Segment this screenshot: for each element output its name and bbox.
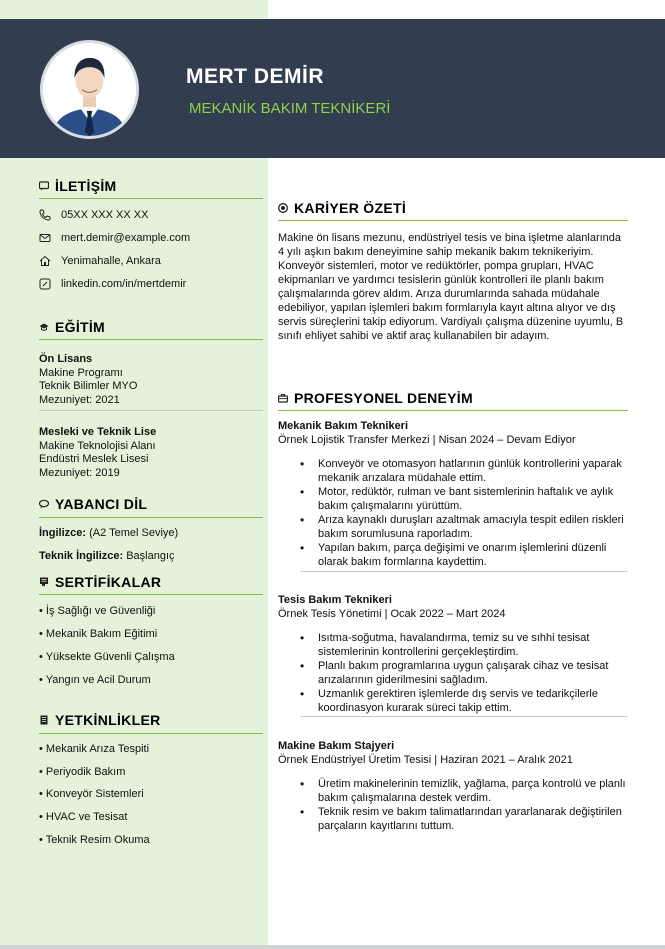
skills-divider (39, 733, 263, 734)
job-bullet: • Konveyör ve otomasyon hatlarının günlük kontrollerini yaparak mekanik arızalara müdahale ettim. (300, 458, 630, 485)
document-icon (39, 715, 49, 725)
language-item-2 (39, 550, 175, 562)
languages-section-title (39, 496, 147, 512)
education-item-1 (39, 353, 137, 407)
job-bullet: • Planlı bakım programlarına uygun çalışarak cihaz ve tesisat arızalarının giderilmesini sağladım. (300, 660, 630, 687)
contact-address (39, 255, 161, 267)
summary-section-title (278, 200, 406, 216)
experience-title-text: PROFESYONEL DENEYİM (294, 390, 473, 406)
languages-title-text: YABANCI DİL (55, 496, 148, 512)
contact-section-title (39, 178, 117, 194)
summary-divider (278, 220, 628, 221)
education-item-separator (39, 410, 263, 411)
education-divider (39, 339, 263, 340)
education-item-2 (39, 426, 156, 480)
job-bullets (300, 632, 630, 716)
contact-divider (39, 198, 263, 199)
linkedin-icon (39, 278, 51, 290)
job-company-dates: Örnek Endüstriyel Üretim Tesisi | Haziran 2021 – Aralık 2021 (278, 754, 573, 766)
skill-item: • Mekanik Arıza Tespiti (39, 743, 150, 755)
certificates-title-text: SERTİFİKALAR (55, 574, 162, 590)
education-graduation: Mezuniyet: 2021 (39, 393, 120, 406)
contact-phone (39, 209, 148, 221)
page-bottom-border (0, 945, 665, 949)
skill-item: • Konveyör Sistemleri (39, 788, 144, 800)
language-item-1 (39, 527, 178, 539)
summary-title-text: KARİYER ÖZETİ (294, 200, 407, 216)
language-name: İngilizce: (39, 527, 87, 539)
education-degree: Ön Lisans (39, 353, 93, 365)
certificate-item: • Mekanik Bakım Eğitimi (39, 628, 158, 640)
home-icon (39, 255, 51, 267)
candidate-role: MEKANİK BAKIM TEKNİKERİ (189, 100, 391, 117)
language-level: Başlangıç (126, 550, 175, 562)
education-graduation: Mezuniyet: 2019 (39, 466, 120, 479)
contact-linkedin (39, 278, 186, 290)
skill-item: • Teknik Resim Okuma (39, 834, 150, 846)
job-separator (300, 571, 628, 572)
job-title: Tesis Bakım Teknikeri (278, 594, 392, 606)
phone-text: 05XX XXX XX XX (61, 209, 149, 221)
mail-icon (39, 232, 51, 244)
contact-email (39, 232, 190, 244)
job-separator (300, 716, 628, 717)
certificate-item: • Yüksekte Güvenli Çalışma (39, 651, 175, 663)
job-bullet: • Teknik resim ve bakım talimatlarından yararlanarak değiştirilen parçaların kayıtlarını tuttum. (300, 806, 630, 833)
certificate-item: • İş Sağlığı ve Güvenliği (39, 605, 156, 617)
linkedin-text[interactable]: linkedin.com/in/mertdemir (61, 278, 187, 290)
education-field: Makine Programı (39, 366, 123, 379)
education-title-text: EĞİTİM (55, 319, 106, 335)
briefcase-icon (278, 393, 288, 403)
skills-section-title (39, 712, 161, 728)
skills-title-text: YETKİNLİKLER (55, 712, 161, 728)
job-company-dates: Örnek Lojistik Transfer Merkezi | Nisan 2024 – Devam Ediyor (278, 434, 576, 446)
education-school: Endüstri Meslek Lisesi (39, 453, 149, 465)
chat-icon (39, 181, 49, 191)
certificates-section-title (39, 574, 161, 590)
job-bullet: • Motor, redüktör, rulman ve bant sistemlerinin haftalık ve aylık bakım çalışmalarını yürüttüm. (300, 486, 630, 513)
job-bullet: • Uzmanlık gerektiren işlemlerde dış servis ve tedarikçilerle koordinasyon kurarak süreci takip ettim. (300, 688, 630, 715)
education-field: Makine Teknolojisi Alanı (39, 439, 156, 452)
job-title: Mekanik Bakım Teknikeri (278, 420, 409, 432)
job-bullet: • Üretim makinelerinin temizlik, yağlama, parça kontrolü ve planlı bakım çalışmalarına destek verdim. (300, 778, 630, 805)
job-bullet: • Isıtma-soğutma, havalandırma, temiz su ve sıhhi tesisat sistemlerinin kontrollerini gerçekleştirdim. (300, 632, 630, 659)
job-bullets (300, 778, 630, 834)
job-company-dates: Örnek Tesis Yönetimi | Ocak 2022 – Mart 2024 (278, 608, 506, 620)
candidate-name: MERT DEMİR (186, 65, 324, 88)
graduation-cap-icon (39, 322, 49, 332)
avatar (40, 40, 139, 139)
summary-text: Makine ön lisans mezunu, endüstriyel tesis ve bina işletme alanlarında 4 yılı aşkın bakım deneyimine sahip mekanik bakım teknikeriyim. Konveyör sistemleri, motor ve redüktörler, pompa grupları, HVAC ekipmanları ve yardımcı tesislerin günlük kontrolleri ile planlı bakım çalışmalarında görev aldım. Arıza durumlarında sahada müdahale edebiliyor, yapılan işlemleri bakım formlarıyla kayıt altına alıyor ve dış servis süreçlerini takip ediyorum. Vardiyalı çalışma düzenine uyumlu, B sınıfı ehliyet sahibi ve aktif araç kullanabilen bir adayım. (278, 232, 624, 342)
email-text[interactable]: mert.demir@example.com (61, 232, 191, 244)
speech-bubble-icon (39, 499, 49, 509)
job-bullet: • Arıza kaynaklı duruşları azaltmak amacıyla tespit edilen riskleri bakım sorumlusuna raporladım. (300, 514, 630, 541)
education-degree: Mesleki ve Teknik Lise (39, 426, 157, 438)
job-bullets (300, 458, 630, 570)
person-icon (43, 43, 136, 136)
job-bullet: • Yapılan bakım, parça değişimi ve onarım işlemlerini düzenli olarak bakım formlarına kaydettim. (300, 542, 630, 569)
job-title: Makine Bakım Stajyeri (278, 740, 395, 752)
education-school: Teknik Bilimler MYO (39, 380, 138, 392)
experience-section-title (278, 390, 473, 406)
language-level: (A2 Temel Seviye) (89, 527, 179, 539)
certificates-divider (39, 594, 263, 595)
address-text: Yenimahalle, Ankara (61, 255, 161, 267)
skill-item: • Periyodik Bakım (39, 766, 126, 778)
languages-divider (39, 517, 263, 518)
certificate-icon (39, 577, 49, 587)
certificate-item: • Yangın ve Acil Durum (39, 674, 151, 686)
phone-icon (39, 209, 51, 221)
experience-divider (278, 410, 628, 411)
target-icon (278, 203, 288, 213)
contact-title-text: İLETİŞİM (55, 178, 117, 194)
language-name: Teknik İngilizce: (39, 550, 124, 562)
skill-item: • HVAC ve Tesisat (39, 811, 128, 823)
education-section-title (39, 319, 105, 335)
